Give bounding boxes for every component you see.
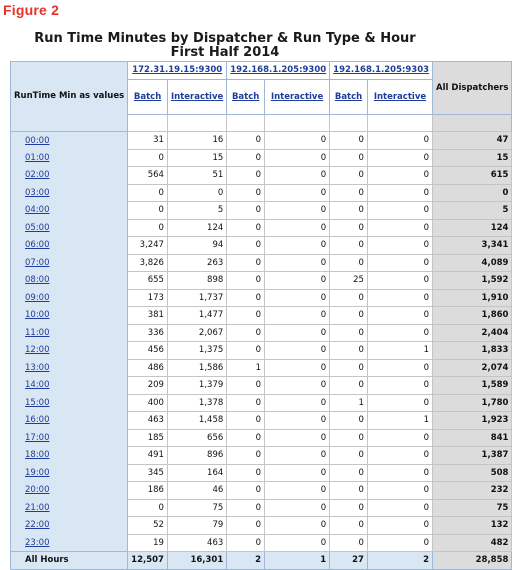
value-cell: 0 [227,447,265,465]
run-type-header[interactable] [167,79,226,114]
value-cell: 0 [227,499,265,517]
row-total-cell: 5 [433,202,512,220]
value-cell: 0 [227,219,265,237]
table-row [11,307,512,325]
hour-link[interactable]: 03:00 [25,187,50,198]
dispatcher-link[interactable]: 172.31.19.15:9300 [132,65,223,76]
total-cell: 1 [265,552,330,570]
hour-link[interactable]: 02:00 [25,170,50,181]
value-cell: 1 [367,342,432,360]
row-total-cell: 1,592 [433,272,512,290]
row-total-cell: 1,387 [433,447,512,465]
value-cell: 656 [167,429,226,447]
value-cell: 94 [167,237,226,255]
value-cell: 0 [128,202,168,220]
hour-row-header[interactable] [11,149,128,167]
hour-row-header[interactable] [11,167,128,185]
hour-row-header[interactable] [11,254,128,272]
value-cell: 0 [367,237,432,255]
value-cell: 0 [367,272,432,290]
figure-label: Figure 2 [3,2,60,18]
value-cell: 0 [265,377,330,395]
run-type-header[interactable] [227,79,265,114]
row-total-cell: 1,833 [433,342,512,360]
value-cell: 655 [128,272,168,290]
table-row [11,167,512,185]
value-cell: 0 [128,219,168,237]
value-cell: 0 [330,517,368,535]
hour-row-header[interactable] [11,394,128,412]
run-type-link[interactable]: Interactive [270,91,324,102]
value-cell: 0 [265,237,330,255]
run-type-header[interactable] [265,79,330,114]
hour-row-header[interactable] [11,289,128,307]
hour-link[interactable]: 12:00 [25,345,50,356]
value-cell: 896 [167,447,226,465]
spacer-cell [433,114,512,132]
hour-link[interactable]: 11:00 [25,327,50,338]
value-cell: 0 [265,517,330,535]
value-cell: 0 [330,342,368,360]
total-cell: 2 [227,552,265,570]
value-cell: 0 [367,464,432,482]
spacer-cell [227,114,265,132]
value-cell: 0 [367,517,432,535]
dispatcher-link[interactable]: 192.168.1.205:9303 [333,65,430,76]
run-type-link[interactable]: Interactive [170,91,224,102]
value-cell: 0 [367,377,432,395]
value-cell: 0 [227,202,265,220]
pivot-body [11,132,512,552]
hour-link[interactable]: 15:00 [25,397,50,408]
value-cell: 1 [330,394,368,412]
value-cell: 0 [265,184,330,202]
value-cell: 263 [167,254,226,272]
hour-row-header[interactable] [11,534,128,552]
all-dispatchers-header: All Dispatchers [433,62,512,115]
hour-link[interactable]: 01:00 [25,152,50,163]
value-cell: 0 [330,464,368,482]
run-type-header[interactable] [128,79,168,114]
total-row-label: All Hours [11,552,128,570]
value-cell: 0 [227,342,265,360]
row-total-cell: 4,089 [433,254,512,272]
table-row [11,132,512,150]
value-cell: 0 [265,132,330,150]
value-cell: 0 [367,307,432,325]
row-total-cell: 1,780 [433,394,512,412]
row-total-cell: 508 [433,464,512,482]
value-cell: 0 [265,289,330,307]
value-cell: 164 [167,464,226,482]
value-cell: 345 [128,464,168,482]
value-cell: 0 [227,149,265,167]
spacer-cell [128,114,168,132]
value-cell: 0 [227,394,265,412]
value-cell: 0 [367,534,432,552]
hour-link[interactable]: 20:00 [25,485,50,496]
spacer-cell [167,114,226,132]
value-cell: 0 [227,254,265,272]
hour-link[interactable]: 09:00 [25,292,50,303]
value-cell: 3,826 [128,254,168,272]
value-cell: 0 [367,289,432,307]
row-total-cell: 2,074 [433,359,512,377]
report-title: Run Time Minutes by Dispatcher & Run Type & Hour [34,31,416,46]
value-cell: 16 [167,132,226,150]
value-cell: 0 [265,394,330,412]
hour-link[interactable]: 06:00 [25,240,50,251]
value-cell: 0 [227,167,265,185]
value-cell: 31 [128,132,168,150]
row-total-cell: 75 [433,499,512,517]
value-cell: 0 [265,219,330,237]
value-cell: 0 [227,412,265,430]
value-cell: 2,067 [167,324,226,342]
value-cell: 0 [227,464,265,482]
hour-link[interactable]: 14:00 [25,380,50,391]
hour-row-header[interactable] [11,482,128,500]
value-cell: 0 [265,464,330,482]
row-total-cell: 1,589 [433,377,512,395]
value-cell: 0 [367,184,432,202]
value-cell: 1 [227,359,265,377]
row-total-cell: 15 [433,149,512,167]
table-row [11,202,512,220]
grand-total-cell: 28,858 [433,552,512,570]
dispatcher-header[interactable] [330,62,433,80]
value-cell: 0 [265,499,330,517]
value-cell: 0 [330,184,368,202]
value-cell: 0 [128,149,168,167]
value-cell: 381 [128,307,168,325]
value-cell: 0 [367,132,432,150]
value-cell: 0 [330,307,368,325]
value-cell: 52 [128,517,168,535]
table-row [11,412,512,430]
row-total-cell: 482 [433,534,512,552]
value-cell: 1,458 [167,412,226,430]
value-cell: 173 [128,289,168,307]
value-cell: 51 [167,167,226,185]
hour-link[interactable]: 23:00 [25,537,50,548]
value-cell: 0 [227,307,265,325]
spacer-cell [367,114,432,132]
run-type-link[interactable]: Batch [231,91,260,102]
table-row [11,482,512,500]
run-type-link[interactable]: Interactive [373,91,427,102]
value-cell: 0 [227,237,265,255]
hour-row-header[interactable] [11,464,128,482]
value-cell: 19 [128,534,168,552]
hour-link[interactable]: 05:00 [25,222,50,233]
hour-row-header[interactable] [11,342,128,360]
dispatcher-header[interactable] [128,62,227,80]
value-cell: 0 [330,482,368,500]
value-cell: 15 [167,149,226,167]
value-cell: 0 [227,429,265,447]
dispatcher-header[interactable] [227,62,330,80]
row-total-cell: 2,404 [433,324,512,342]
table-row [11,272,512,290]
hour-link[interactable]: 04:00 [25,205,50,216]
value-cell: 463 [128,412,168,430]
value-cell: 209 [128,377,168,395]
row-total-cell: 124 [433,219,512,237]
value-cell: 400 [128,394,168,412]
value-cell: 0 [227,482,265,500]
value-cell: 0 [227,517,265,535]
value-cell: 186 [128,482,168,500]
spacer-cell [265,114,330,132]
value-cell: 5 [167,202,226,220]
value-cell: 0 [265,254,330,272]
table-row [11,219,512,237]
value-cell: 0 [330,167,368,185]
hour-link[interactable]: 17:00 [25,432,50,443]
total-cell: 12,507 [128,552,168,570]
value-cell: 0 [265,149,330,167]
value-cell: 1,586 [167,359,226,377]
value-cell: 0 [128,184,168,202]
value-cell: 0 [265,324,330,342]
hour-link[interactable]: 21:00 [25,502,50,513]
table-row [11,517,512,535]
row-total-cell: 132 [433,517,512,535]
value-cell: 0 [367,359,432,377]
value-cell: 0 [128,499,168,517]
hour-row-header[interactable] [11,517,128,535]
value-cell: 0 [367,324,432,342]
hour-link[interactable]: 07:00 [25,257,50,268]
value-cell: 0 [330,377,368,395]
value-cell: 0 [227,377,265,395]
table-row [11,184,512,202]
row-total-cell: 1,910 [433,289,512,307]
value-cell: 564 [128,167,168,185]
value-cell: 456 [128,342,168,360]
value-cell: 0 [265,447,330,465]
table-row [11,237,512,255]
hour-link[interactable]: 16:00 [25,415,50,426]
hour-row-header[interactable] [11,447,128,465]
value-cell: 79 [167,517,226,535]
value-cell: 0 [227,534,265,552]
value-cell: 0 [227,272,265,290]
value-cell: 0 [367,167,432,185]
value-cell: 1,378 [167,394,226,412]
total-cell: 27 [330,552,368,570]
value-cell: 0 [265,342,330,360]
value-cell: 0 [367,482,432,500]
row-total-cell: 232 [433,482,512,500]
value-cell: 0 [265,359,330,377]
value-cell: 336 [128,324,168,342]
hour-row-header[interactable] [11,429,128,447]
value-cell: 463 [167,534,226,552]
value-cell: 0 [330,202,368,220]
hour-link[interactable]: 22:00 [25,520,50,531]
value-cell: 0 [265,412,330,430]
value-cell: 0 [330,499,368,517]
value-cell: 0 [330,237,368,255]
value-cell: 0 [265,429,330,447]
value-cell: 1,477 [167,307,226,325]
run-type-link[interactable]: Batch [133,91,162,102]
dispatcher-link[interactable]: 192.168.1.205:9300 [230,65,327,76]
hour-row-header[interactable] [11,202,128,220]
hour-link[interactable]: 18:00 [25,450,50,461]
total-cell: 2 [367,552,432,570]
table-row [11,534,512,552]
hour-row-header[interactable] [11,184,128,202]
value-cell: 486 [128,359,168,377]
value-cell: 3,247 [128,237,168,255]
value-cell: 0 [367,394,432,412]
table-row [11,342,512,360]
table-row [11,447,512,465]
value-cell: 1,737 [167,289,226,307]
table-row [11,499,512,517]
value-cell: 0 [330,149,368,167]
value-cell: 0 [167,184,226,202]
spacer-cell [330,114,368,132]
value-cell: 0 [265,202,330,220]
value-cell: 0 [265,167,330,185]
table-row [11,324,512,342]
total-row [11,552,512,570]
value-cell: 0 [367,447,432,465]
value-cell: 0 [367,254,432,272]
hour-link[interactable]: 13:00 [25,362,50,373]
row-total-cell: 841 [433,429,512,447]
value-cell: 0 [330,359,368,377]
hour-row-header[interactable] [11,324,128,342]
hour-link[interactable]: 08:00 [25,275,50,286]
value-cell: 491 [128,447,168,465]
value-cell: 898 [167,272,226,290]
table-row [11,254,512,272]
run-type-header[interactable] [330,79,368,114]
table-row [11,429,512,447]
value-cell: 0 [367,219,432,237]
value-cell: 0 [330,447,368,465]
value-cell: 0 [330,289,368,307]
value-cell: 1,375 [167,342,226,360]
hour-row-header[interactable] [11,377,128,395]
value-cell: 0 [367,149,432,167]
row-total-cell: 47 [433,132,512,150]
hour-link[interactable]: 10:00 [25,310,50,321]
value-cell: 0 [330,324,368,342]
hour-row-header[interactable] [11,359,128,377]
table-row [11,394,512,412]
value-cell: 0 [330,254,368,272]
value-cell: 0 [330,412,368,430]
value-cell: 0 [227,324,265,342]
hour-row-header[interactable] [11,307,128,325]
table-row [11,359,512,377]
hour-link[interactable]: 19:00 [25,467,50,478]
value-cell: 0 [330,219,368,237]
dispatcher-header-row [11,62,512,80]
value-cell: 46 [167,482,226,500]
pivot-table [10,61,512,570]
value-cell: 0 [367,429,432,447]
run-type-header[interactable] [367,79,432,114]
value-cell: 0 [227,184,265,202]
hour-link[interactable]: 00:00 [25,135,50,146]
value-cell: 185 [128,429,168,447]
report-subtitle: First Half 2014 [170,45,280,60]
value-cell: 1,379 [167,377,226,395]
row-total-cell: 1,860 [433,307,512,325]
value-cell: 1 [367,412,432,430]
row-total-cell: 615 [433,167,512,185]
value-cell: 0 [265,272,330,290]
total-cell: 16,301 [167,552,226,570]
hour-row-header[interactable] [11,272,128,290]
table-row [11,377,512,395]
hour-row-header[interactable] [11,132,128,150]
hour-row-header[interactable] [11,499,128,517]
value-cell: 0 [330,429,368,447]
value-cell: 75 [167,499,226,517]
hour-row-header[interactable] [11,237,128,255]
hour-row-header[interactable] [11,412,128,430]
value-cell: 25 [330,272,368,290]
value-cell: 0 [330,132,368,150]
row-total-cell: 1,923 [433,412,512,430]
value-cell: 0 [227,132,265,150]
table-row [11,289,512,307]
table-row [11,464,512,482]
value-cell: 0 [330,534,368,552]
value-cell: 0 [367,202,432,220]
value-cell: 124 [167,219,226,237]
row-total-cell: 0 [433,184,512,202]
corner-label: RunTime Min as values [11,62,128,132]
value-cell: 0 [265,307,330,325]
value-cell: 0 [265,534,330,552]
run-type-link[interactable]: Batch [334,91,363,102]
value-cell: 0 [367,499,432,517]
hour-row-header[interactable] [11,219,128,237]
value-cell: 0 [265,482,330,500]
value-cell: 0 [227,289,265,307]
row-total-cell: 3,341 [433,237,512,255]
table-row [11,149,512,167]
